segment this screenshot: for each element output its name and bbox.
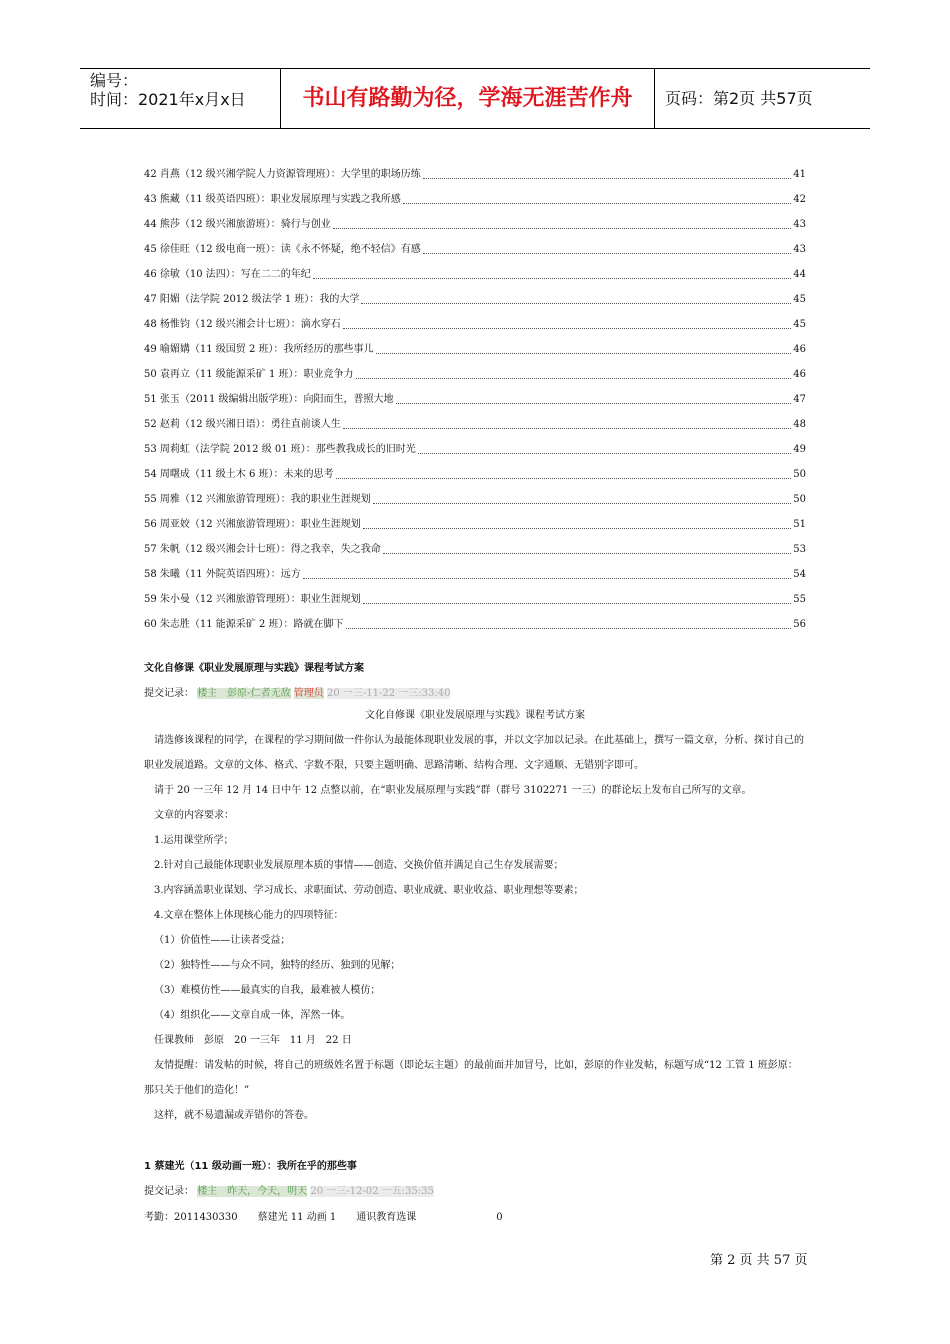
page-footer: 第 2 页 共 57 页 <box>710 1253 808 1268</box>
serial-label: 编号： <box>90 71 139 90</box>
toc-entry[interactable] <box>144 284 806 309</box>
toc-entry-page: 41 <box>793 169 806 180</box>
page-header <box>80 68 870 129</box>
time-label: 时间：2021年x月x日 <box>90 90 246 109</box>
toc-leader <box>346 628 792 629</box>
toc-leader <box>363 528 791 529</box>
toc-entry-page: 56 <box>793 619 806 630</box>
toc-entry-page: 46 <box>793 344 806 355</box>
toc-entry-title: 57 朱帆（12 级兴湘会计七班）：得之我幸，失之我命 <box>144 541 383 559</box>
toc-entry[interactable] <box>144 209 806 234</box>
toc-leader <box>356 378 792 379</box>
toc-entry-page: 44 <box>793 269 806 280</box>
req-3: 3.内容涵盖职业谋划、学习成长、求职面试、劳动创造、职业成就、职业收益、职业理想等要素； <box>154 885 584 896</box>
header-meta <box>80 69 281 128</box>
toc-entry-title: 60 朱志胜（11 能源采矿 2 班）：路就在脚下 <box>144 616 346 634</box>
toc-entry-title: 54 周曙成（11 级土木 6 班）：未来的思考 <box>144 466 336 484</box>
toc-leader <box>343 428 791 429</box>
header-motto: 书山有路勤为径，学海无涯苦作舟 <box>281 69 655 128</box>
toc-entry-title: 45 徐佳旺（12 级电商一班）：读《永不怀疑，绝不轻信》有感 <box>144 241 423 259</box>
toc-entry-title: 48 杨惟钧（12 级兴湘会计七班）：滴水穿石 <box>144 316 343 334</box>
toc-leader <box>383 553 791 554</box>
toc-entry-page: 48 <box>793 419 806 430</box>
toc-leader <box>423 178 791 179</box>
toc-entry[interactable] <box>144 159 806 184</box>
feature-3: （3）难模仿性——最真实的自我，最难被人模仿； <box>154 985 381 996</box>
feature-4: （4）组织化——文章自成一体，浑然一体。 <box>154 1010 351 1021</box>
toc-entry-title: 42 肖燕（12 级兴湘学院人力资源管理班）：大学里的职场历练 <box>144 166 423 184</box>
toc-leader <box>403 203 791 204</box>
plan-title: 文化自修课《职业发展原理与实践》课程考试方案 <box>365 710 585 721</box>
req-1: 1.运用课堂所学； <box>154 835 234 846</box>
toc-entry[interactable] <box>144 334 806 359</box>
toc-leader <box>376 353 792 354</box>
toc-entry[interactable] <box>144 584 806 609</box>
exam-plan <box>144 703 806 1128</box>
req-title: 文章的内容要求： <box>154 810 234 821</box>
toc-entry[interactable] <box>144 309 806 334</box>
header-page: 页码：第2页 共57页 <box>665 89 813 108</box>
toc-entry-title: 58 朱曦（11 外院英语四班）：远方 <box>144 566 303 584</box>
section2-heading: 1 蔡建光（11 级动画一班）：我所在乎的那些事 <box>144 1161 357 1172</box>
toc-entry-page: 43 <box>793 219 806 230</box>
req-4: 4.文章在整体上体现核心能力的四项特征： <box>154 910 344 921</box>
toc-entry[interactable] <box>144 359 806 384</box>
tip2: 这样，就不易遗漏或弄错你的答卷。 <box>154 1110 314 1121</box>
toc-leader <box>336 478 792 479</box>
plan-para2: 请于 20 一三年 12 月 14 日中午 12 点整以前，在“职业发展原理与实践”群（群号 3102271 一三）的群论坛上发布自己所写的文章。 <box>154 785 752 796</box>
toc-entry-page: 49 <box>793 444 806 455</box>
toc-entry-title: 47 阳媚（法学院 2012 级法学 1 班）：我的大学 <box>144 291 361 309</box>
toc-entry-title: 49 喻媚媾（11 级国贸 2 班）：我所经历的那些事儿 <box>144 341 376 359</box>
toc-entry[interactable] <box>144 534 806 559</box>
toc-entry-page: 45 <box>793 319 806 330</box>
toc-entry[interactable] <box>144 559 806 584</box>
submit-role: 管理员 <box>293 688 324 699</box>
attendance: 考勤：2011430330 蔡建光 11 动画 1 通识教育选课 0 <box>144 1212 503 1223</box>
toc-entry[interactable] <box>144 384 806 409</box>
toc-entry-title: 55 周雅（12 兴湘旅游管理班）：我的职业生涯规划 <box>144 491 373 509</box>
toc-entry-title: 44 熊莎（12 级兴湘旅游班）：骑行与创业 <box>144 216 333 234</box>
toc-leader <box>373 503 791 504</box>
toc-entry[interactable] <box>144 234 806 259</box>
feature-1: （1）价值性——让读者受益； <box>154 935 291 946</box>
req-2: 2.针对自己最能体现职业发展原理本质的事情——创造、交换价值并满足自己生存发展需要； <box>154 860 564 871</box>
toc-entry[interactable] <box>144 609 806 634</box>
toc-entry-page: 43 <box>793 244 806 255</box>
toc-entry-title: 46 徐敏（10 法四）：写在二二的年纪 <box>144 266 313 284</box>
toc-entry-page: 55 <box>793 594 806 605</box>
toc-entry-title: 52 赵莉（12 级兴湘日语）：勇往直前谈人生 <box>144 416 343 434</box>
toc-leader <box>396 403 792 404</box>
plan-para1: 请选修该课程的同学，在课程的学习期间做一件你认为最能体现职业发展的事，并以文字加以记录。在此基础上，撰写一篇文章，分析、探讨自己的职业发展道路。文章的文体、格式、字数不限，只要主题明确、思路清晰、结构合理、文字通顺、无错别字即可。 <box>144 735 804 771</box>
toc-entry-page: 47 <box>793 394 806 405</box>
toc-leader <box>418 453 791 454</box>
toc-entry-title: 50 袁再立（11 级能源采矿 1 班）：职业竞争力 <box>144 366 356 384</box>
toc-entry-page: 54 <box>793 569 806 580</box>
submit-user[interactable]: 楼主 彭原-仁者无敌 <box>197 688 291 699</box>
toc-entry-page: 42 <box>793 194 806 205</box>
submit-time-2: 20 一三-12-02 一五:35:35 <box>310 1186 434 1197</box>
toc-entry-page: 45 <box>793 294 806 305</box>
toc-entry-page: 46 <box>793 369 806 380</box>
submit-label-2: 提交记录： <box>144 1186 194 1197</box>
toc-entry[interactable] <box>144 259 806 284</box>
toc-entry[interactable] <box>144 484 806 509</box>
table-of-contents <box>144 159 806 634</box>
submit-time: 20 一三-11-22 一三:33:40 <box>326 688 451 699</box>
toc-entry-title: 56 周亚姣（12 兴湘旅游管理班）：职业生涯规划 <box>144 516 363 534</box>
toc-entry[interactable] <box>144 409 806 434</box>
toc-entry-page: 51 <box>793 519 806 530</box>
toc-leader <box>313 278 791 279</box>
toc-entry[interactable] <box>144 509 806 534</box>
feature-2: （2）独特性——与众不同，独特的经历、独到的见解； <box>154 960 401 971</box>
toc-entry-title: 51 张玉（2011 级编辑出版学班）：向阳而生，普照大地 <box>144 391 396 409</box>
toc-leader <box>333 228 791 229</box>
submit-record-2 <box>144 1182 434 1197</box>
toc-entry-title: 43 熊藏（11 级英语四班）：职业发展原理与实践之我所感 <box>144 191 403 209</box>
toc-leader <box>343 328 791 329</box>
submit-record <box>144 684 450 699</box>
submit-label: 提交记录： <box>144 688 194 699</box>
teacher-sign: 任课教师 彭原 20 一三年 11 月 22 日 <box>154 1035 352 1046</box>
toc-entry[interactable] <box>144 184 806 209</box>
section-heading: 文化自修课《职业发展原理与实践》课程考试方案 <box>144 663 364 674</box>
toc-entry-title: 59 朱小曼（12 兴湘旅游管理班）：职业生涯规划 <box>144 591 363 609</box>
toc-leader <box>361 303 791 304</box>
toc-entry-title: 53 周莉虹（法学院 2012 级 01 班）：那些教我成长的旧时光 <box>144 441 418 459</box>
tip: 友情提醒：请发帖的时候，将自己的班级姓名置于标题（即论坛主题）的最前面并加冒号，比如，彭原的作业发帖，标题写成“12 工管 1 班彭原：那只关于他们的造化！” <box>144 1060 798 1096</box>
toc-entry[interactable] <box>144 459 806 484</box>
toc-entry-page: 53 <box>793 544 806 555</box>
toc-entry[interactable] <box>144 434 806 459</box>
toc-leader <box>303 578 791 579</box>
toc-entry-page: 50 <box>793 494 806 505</box>
toc-leader <box>363 603 791 604</box>
submit-user-2[interactable]: 楼主 昨天，今天，明天 <box>197 1186 308 1197</box>
toc-entry-page: 50 <box>793 469 806 480</box>
toc-leader <box>423 253 791 254</box>
